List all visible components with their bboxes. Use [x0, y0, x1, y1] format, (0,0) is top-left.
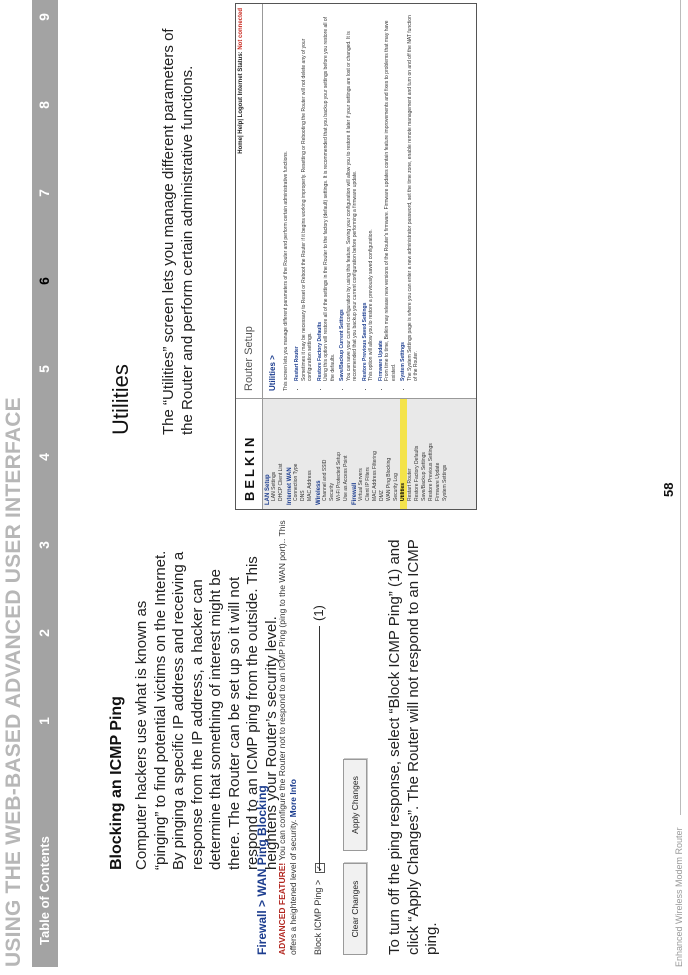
belkin-sidebar [263, 398, 476, 509]
sidebar-item[interactable]: Client IP Filters [365, 467, 371, 501]
icmp-instruction: To turn off the ping response, select “Block ICMP Ping” (1) and click “Apply Changes”. The Router will not respond to an ICMP ping. [386, 539, 440, 955]
sidebar-item[interactable]: Restore Factory Defaults [414, 445, 420, 501]
sidebar-group-lan[interactable]: LAN Setup [265, 474, 271, 505]
toc-tab-5[interactable]: 5 [36, 365, 52, 373]
save-settings-link[interactable]: Save/Backup Current Settings [339, 309, 345, 381]
toc-tab-8[interactable]: 8 [36, 101, 52, 109]
restore-defaults-link[interactable]: Restore Factory Defaults [316, 321, 323, 381]
apply-changes-button[interactable]: Apply Changes [343, 759, 367, 851]
router-setup-title: Router Setup [243, 326, 255, 391]
restart-router-link[interactable]: Restart Router [294, 346, 300, 381]
restore-saved-settings-link[interactable]: Restore Previous Saved Settings [361, 302, 368, 381]
firmware-update-link[interactable]: Firmware Update [377, 340, 384, 381]
utilities-paragraph: The “Utilities” screen lets you manage different parameters of the Router and perform certain administrative functions. [160, 28, 196, 435]
wan-ping-desc-text: You can configure the Router not to respond to an ICMP Ping (ping to the WAN port).. This offers a heightened level of security. [277, 520, 298, 955]
sidebar-item[interactable]: DMZ [379, 490, 385, 501]
wan-ping-description [277, 515, 299, 955]
list-item [400, 11, 420, 381]
page-number: 58 [661, 482, 676, 497]
block-icmp-checkbox[interactable]: ✓ [315, 865, 324, 872]
sidebar-group-utilities[interactable]: Utilities [400, 399, 407, 509]
top-nav [238, 8, 244, 154]
sidebar-item[interactable]: Save/Backup Settings [421, 452, 427, 501]
advanced-feature-label: ADVANCED FEATURE! [277, 862, 287, 955]
belkin-utilities-screenshot [235, 3, 477, 510]
block-icmp-row [313, 863, 324, 955]
sidebar-item[interactable]: Virtual Servers [358, 468, 364, 501]
system-settings-link[interactable]: System Settings [400, 342, 406, 381]
callout-line [319, 626, 320, 871]
sidebar-item[interactable]: Restore Previous Settings [428, 443, 434, 501]
icmp-paragraph: Computer hackers use what is known as “pinging” to find potential victims on the Internet. By pinging a specific IP address and receiving a response from the IP address, a hacker can determine that something of interest might be there. The Router can be set up so it will not respond to an ICMP ping from the outside. This heightens your Router’s security level. [133, 550, 280, 870]
icmp-heading: Blocking an ICMP Ping [108, 696, 125, 870]
sidebar-item[interactable]: WAN Ping Blocking [386, 457, 392, 501]
belkin-topbar [236, 4, 263, 509]
sidebar-item[interactable]: Use as Access Point [343, 455, 349, 501]
toc-bar [32, 0, 58, 967]
sidebar-item[interactable]: MAC Address [307, 470, 313, 501]
topbar-divider [236, 398, 262, 399]
sidebar-item[interactable]: DNS [300, 490, 306, 501]
list-item [378, 11, 398, 381]
page-header-title: USING THE WEB-BASED ADVANCED USER INTERFACE [2, 397, 25, 967]
toc-tab-4[interactable]: 4 [36, 453, 52, 461]
sidebar-item[interactable]: DHCP Client List [278, 463, 284, 501]
utilities-page-title: Utilities > [268, 355, 277, 391]
list-item-text: The System Settings page is where you can enter a new administrator password, set the time zone, enable remote management and turn on and off the NAT function of the Router. [406, 15, 419, 381]
belkin-logo: BELKIN [242, 434, 257, 501]
utilities-intro: This screen lets you manage different parameters of the Router and perform certain administrative functions. [283, 150, 289, 391]
internet-status-badge: Not connected [238, 8, 244, 50]
sidebar-item[interactable]: Security [329, 482, 335, 501]
wan-ping-title: Firewall > WAN Ping Blocking [255, 785, 269, 955]
toc-link[interactable]: Table of Contents [37, 836, 52, 945]
footer-product-name: Enhanced Wireless Modem Router [674, 827, 684, 967]
utilities-content [268, 11, 423, 391]
sidebar-item[interactable]: Restart Router [407, 468, 413, 501]
toc-tab-2[interactable]: 2 [36, 629, 52, 637]
list-item-text: From time to time, Belkin may release new versions of the Router's firmware. Firmware updates contain feature improvements and fixes to problems that may have existed. [384, 20, 397, 381]
list-item [339, 11, 359, 381]
sidebar-item[interactable]: Security Log [393, 473, 399, 501]
clear-changes-button[interactable]: Clear Changes [343, 863, 367, 955]
toc-tab-6[interactable]: 6 [36, 277, 52, 285]
sidebar-item[interactable]: System Settings [442, 464, 448, 501]
list-item [294, 11, 314, 381]
toc-tab-1[interactable]: 1 [36, 717, 52, 725]
utilities-heading: Utilities [108, 364, 133, 435]
sidebar-group-firewall[interactable]: Firewall [352, 482, 358, 505]
toc-tab-9[interactable]: 9 [36, 13, 52, 21]
utilities-list [294, 11, 420, 391]
list-item [362, 11, 375, 381]
callout-number: (1) [311, 605, 326, 621]
list-item-text: Sometimes it may be necessary to Reset or Reboot the Router if it begins working improperly. Resetting or Rebooting the Router will not delete any of your configuration settings. [300, 38, 313, 381]
list-item-text: This option will allow you to restore a previously saved configuration. [368, 229, 374, 381]
top-nav-links[interactable]: Home| Help| Logout Internet Status: [238, 51, 244, 154]
sidebar-item[interactable]: Wi-Fi Protected Setup [336, 452, 342, 501]
list-item-text: Using this option will restore all of the settings in the Router to the factory (default) settings. It is recommended that you backup your settings before you restore all of the defaults. [323, 16, 336, 381]
sidebar-group-wireless[interactable]: Wireless [316, 480, 322, 505]
sidebar-group-wan[interactable]: Internet WAN [287, 467, 293, 505]
list-item-text: You can save your current configuration by using this feature. Saving your configuration will allow you to restore it later if your settings are lost or changed. It is recommended that you backup your current configuration before performing a firmware update. [345, 31, 358, 381]
toc-tab-7[interactable]: 7 [36, 189, 52, 197]
sidebar-item[interactable]: Connection Type [293, 463, 299, 501]
more-info-link[interactable]: More Info [288, 779, 298, 818]
sidebar-item[interactable]: Firmware Update [435, 462, 441, 501]
list-item [317, 11, 337, 381]
block-icmp-label: Block ICMP Ping > [313, 879, 323, 955]
footer-divider [680, 0, 681, 815]
sidebar-item[interactable]: Channel and SSID [322, 459, 328, 501]
toc-tab-3[interactable]: 3 [36, 541, 52, 549]
sidebar-item[interactable]: LAN Settings [271, 471, 277, 501]
wan-ping-screenshot [255, 515, 365, 955]
sidebar-item[interactable]: MAC Address Filtering [372, 451, 378, 501]
